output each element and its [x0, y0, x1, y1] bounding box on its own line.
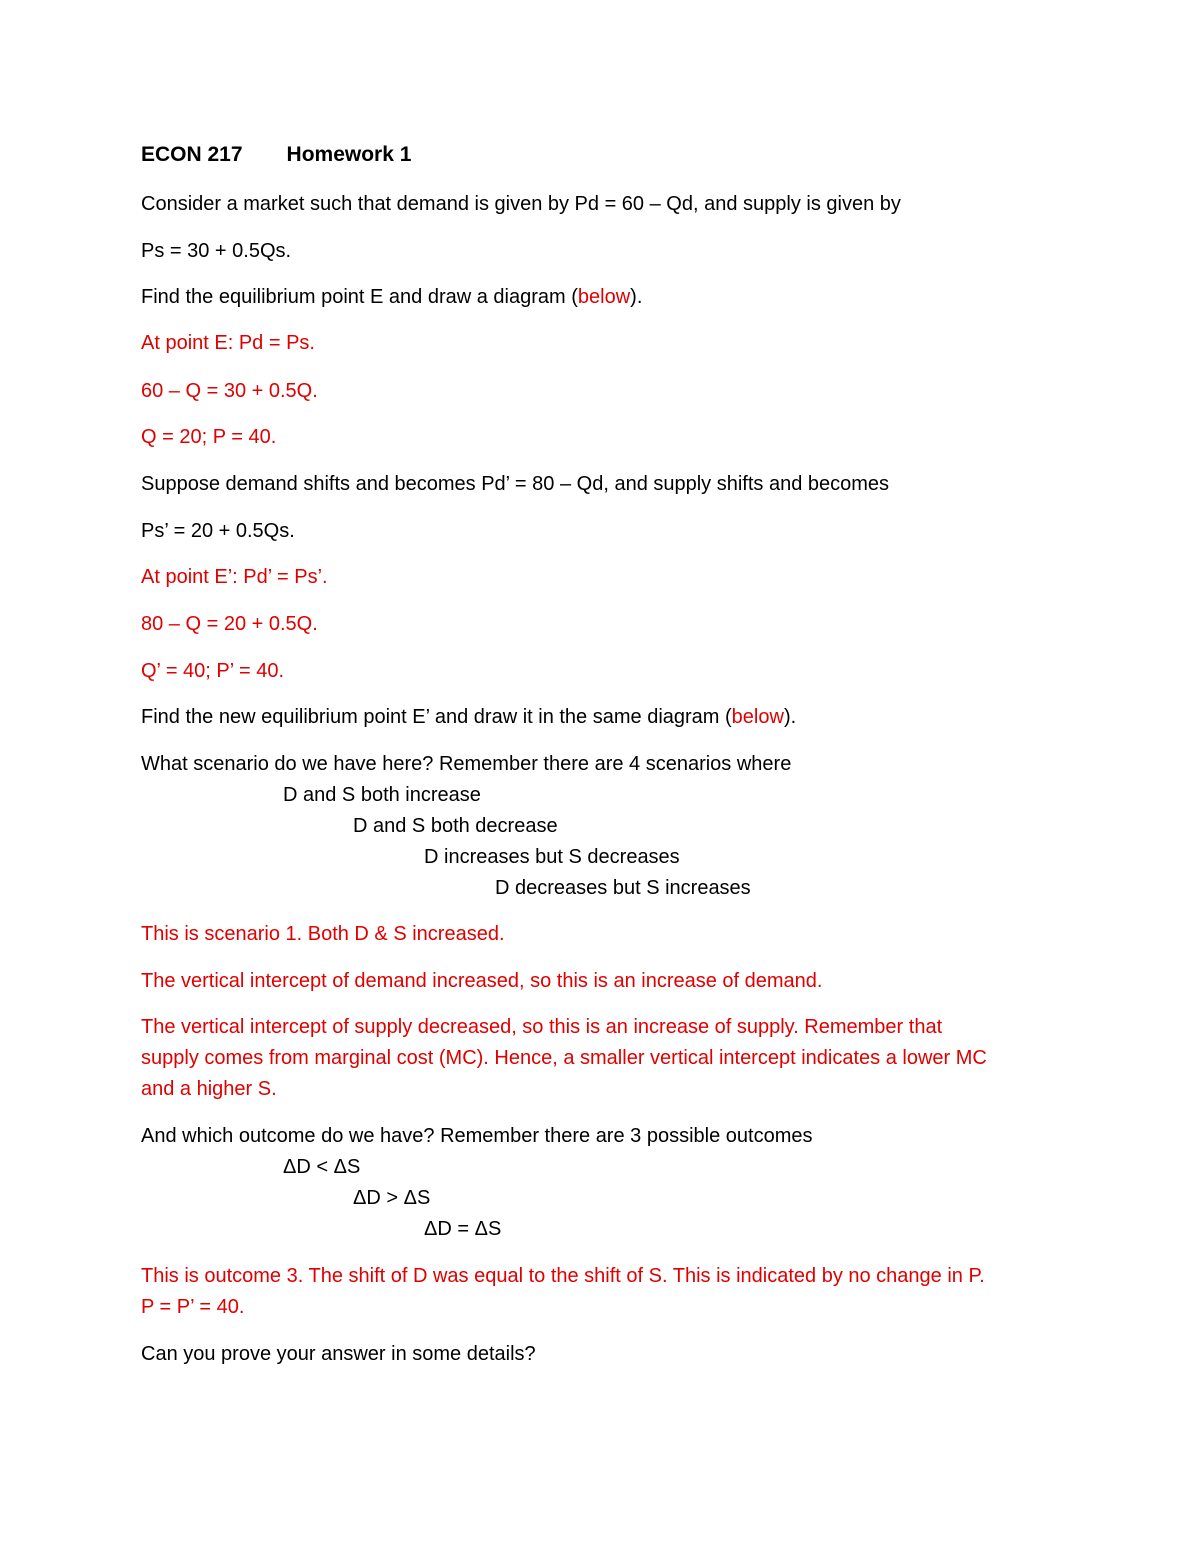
question1-find-red: below: [577, 286, 631, 308]
scenario-option-3: D increases but S decreases: [424, 846, 680, 868]
answer2-line3: Q’ = 40; P’ = 40.: [141, 660, 285, 682]
answer1-line2: 60 – Q = 30 + 0.5Q.: [141, 380, 318, 402]
question1-find: [141, 285, 642, 309]
outcome-option-2: ΔD > ΔS: [353, 1187, 431, 1209]
answer1-line1: At point E: Pd = Ps.: [141, 332, 315, 354]
outcome-option-3: ΔD = ΔS: [424, 1218, 502, 1240]
answer2-line2: 80 – Q = 20 + 0.5Q.: [141, 613, 318, 635]
answer3-para-line1: The vertical intercept of supply decreased, so this is an increase of supply. Remember that: [141, 1016, 943, 1038]
question1-find-end: ).: [630, 286, 643, 308]
answer4-line2: P = P’ = 40.: [141, 1296, 245, 1318]
question1-line1: Consider a market such that demand is given by Pd = 60 – Qd, and supply is given by: [141, 193, 901, 215]
scenario-prompt: What scenario do we have here? Remember there are 4 scenarios where: [141, 753, 792, 775]
question3-find: [141, 705, 796, 729]
scenario-option-2: D and S both decrease: [353, 815, 558, 837]
question3-find-text: Find the new equilibrium point E’ and draw it in the same diagram (: [141, 706, 732, 728]
assignment-name: Homework 1: [286, 143, 412, 166]
course-code: ECON 217: [141, 143, 243, 166]
answer3-line1: This is scenario 1. Both D & S increased.: [141, 923, 505, 945]
answer3-line2: The vertical intercept of demand increased, so this is an increase of demand.: [141, 970, 823, 992]
answer3-para-line2: supply comes from marginal cost (MC). Hence, a smaller vertical intercept indicates a lower MC: [141, 1047, 987, 1069]
question1-line2: Ps = 30 + 0.5Qs.: [141, 240, 292, 262]
question3-find-end: ).: [783, 706, 797, 728]
scenario-option-1: D and S both increase: [283, 784, 481, 806]
page-title: [141, 143, 411, 167]
answer3-para-line3: and a higher S.: [141, 1078, 277, 1100]
question2-line2: Ps’ = 20 + 0.5Qs.: [141, 520, 295, 542]
answer4-line1: This is outcome 3. The shift of D was equal to the shift of S. This is indicated by no change in P.: [141, 1265, 985, 1287]
answer1-line3: Q = 20; P = 40.: [141, 426, 277, 448]
outcome-option-1: ΔD < ΔS: [283, 1156, 361, 1178]
outcome-prompt: And which outcome do we have? Remember there are 3 possible outcomes: [141, 1125, 813, 1147]
question1-find-text: Find the equilibrium point E and draw a diagram (: [141, 286, 578, 308]
answer2-line1: At point E’: Pd’ = Ps’.: [141, 566, 328, 588]
scenario-option-4: D decreases but S increases: [495, 877, 751, 899]
question2-line1: Suppose demand shifts and becomes Pd’ = 80 – Qd, and supply shifts and becomes: [141, 473, 890, 495]
question3-find-red: below: [731, 706, 784, 728]
closing-question: Can you prove your answer in some details?: [141, 1343, 536, 1365]
